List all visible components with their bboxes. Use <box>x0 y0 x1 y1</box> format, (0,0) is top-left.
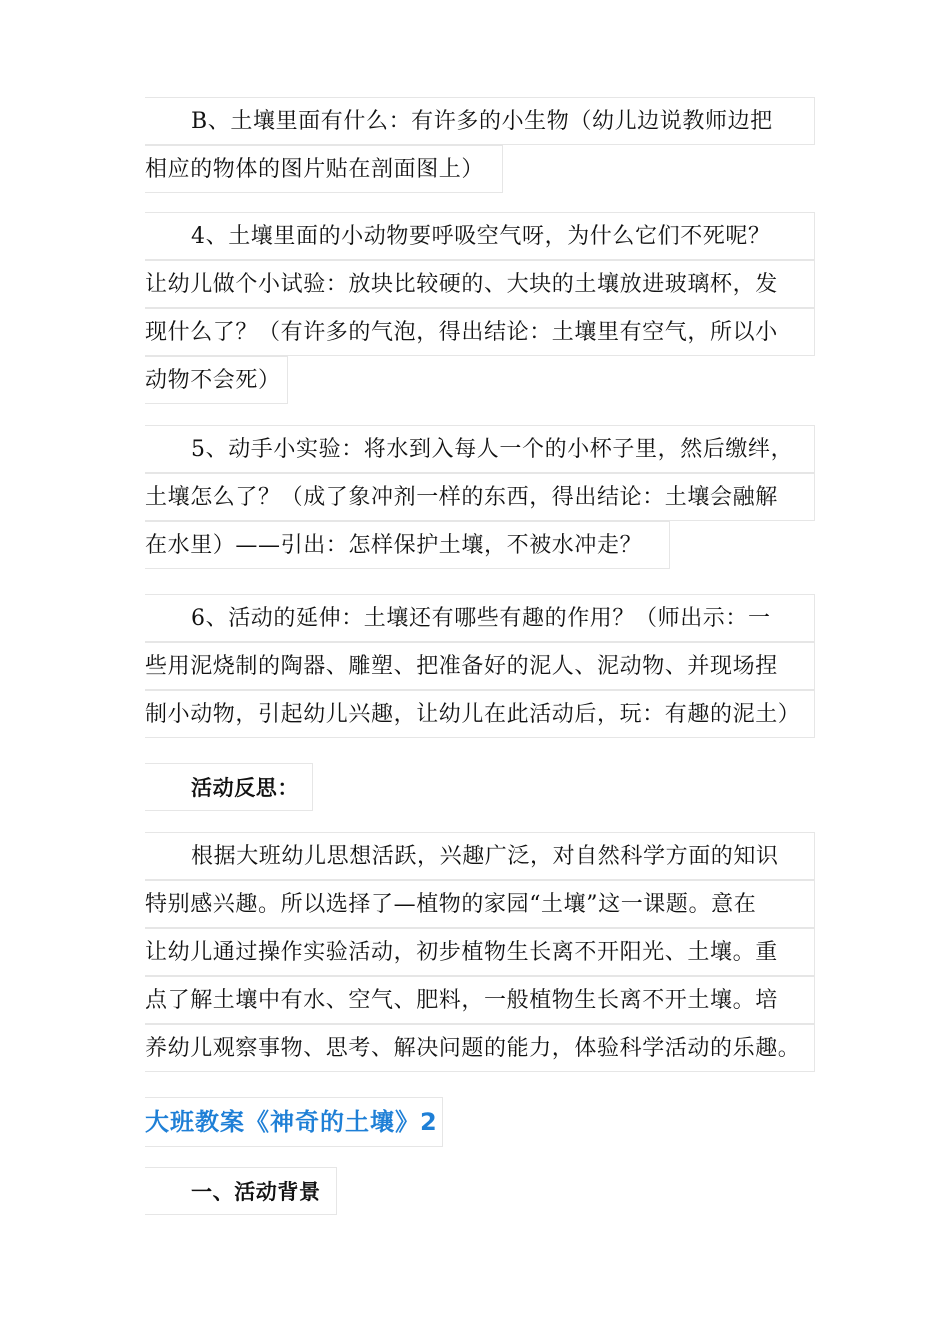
paragraph-b-soil-contents <box>145 97 815 193</box>
paragraph-5-water-experiment <box>145 425 815 569</box>
subheading-activity-background <box>145 1167 815 1215</box>
text-line: 4、土壤里面的小动物要呼吸空气呀，为什么它们不死呢？ <box>145 212 815 260</box>
text-line: 5、动手小实验：将水到入每人一个的小杯子里，然后缴绊， <box>145 425 815 473</box>
text-line: 特别感兴趣。所以选择了—植物的家园“土壤”这一课题。意在 <box>145 880 815 928</box>
paragraph-reflection <box>145 832 815 1072</box>
text-line: 让幼儿做个小试验：放块比较硬的、大块的土壤放进玻璃杯，发 <box>145 260 815 308</box>
text-line: 些用泥烧制的陶器、雕塑、把准备好的泥人、泥动物、并现场捏 <box>145 642 815 690</box>
section-title: 大班教案《神奇的土壤》2 <box>145 1097 443 1147</box>
text-line: 养幼儿观察事物、思考、解决问题的能力，体验科学活动的乐趣。 <box>145 1024 815 1072</box>
text-line: 一、活动背景 <box>145 1167 337 1215</box>
text-line: 让幼儿通过操作实验活动，初步植物生长离不开阳光、土壤。重 <box>145 928 815 976</box>
paragraph-4-air-experiment <box>145 212 815 404</box>
text-line: 现什么了？（有许多的气泡，得出结论：土壤里有空气，所以小 <box>145 308 815 356</box>
reflection-heading <box>145 763 815 811</box>
text-line: 点了解土壤中有水、空气、肥料，一般植物生长离不开土壤。培 <box>145 976 815 1024</box>
paragraph-6-extension <box>145 594 815 738</box>
text-line: 动物不会死） <box>145 356 288 404</box>
text-line: 活动反思： <box>145 763 313 811</box>
text-line: 土壤怎么了？（成了象冲剂一样的东西，得出结论：土壤会融解 <box>145 473 815 521</box>
text-line: 6、活动的延伸：土壤还有哪些有趣的作用？（师出示：一 <box>145 594 815 642</box>
text-line: 相应的物体的图片贴在剖面图上） <box>145 145 503 193</box>
text-line: 制小动物，引起幼儿兴趣，让幼儿在此活动后，玩：有趣的泥土） <box>145 690 815 738</box>
text-line: B、土壤里面有什么：有许多的小生物（幼儿边说教师边把 <box>145 97 815 145</box>
text-line: 在水里）——引出：怎样保护土壤，不被水冲走？ <box>145 521 670 569</box>
text-line: 根据大班幼儿思想活跃，兴趣广泛，对自然科学方面的知识 <box>145 832 815 880</box>
